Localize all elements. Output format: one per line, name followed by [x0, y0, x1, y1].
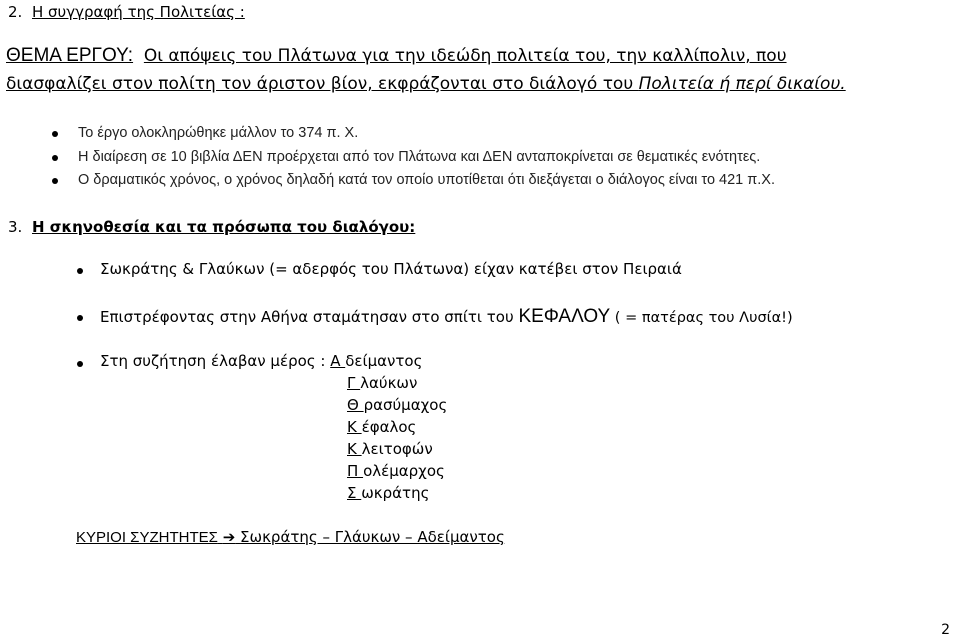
- participant-3: Θ ρασύμαχος: [347, 396, 448, 414]
- main-speakers: [76, 528, 505, 546]
- section-title: Η συγγραφή της Πολιτείας :: [32, 3, 245, 21]
- page-number: 2: [941, 622, 950, 638]
- participants-lead: [100, 352, 422, 370]
- participants-label: Στη συζήτηση έλαβαν μέρος :: [100, 352, 331, 370]
- theme-text-1: Οι απόψεις του Πλάτωνα για την ιδεώδη πολιτεία του, την καλλίπολιν, που: [143, 46, 787, 66]
- participant-5: Κ λειτοφών: [347, 440, 433, 458]
- section-number: 2.: [8, 3, 23, 21]
- bullet-icon: [52, 155, 58, 161]
- setting-item: [100, 306, 793, 328]
- main-speakers-label: ΚΥΡΙΟΙ ΣΥΖΗΤΗΤΕΣ: [76, 529, 218, 546]
- section-3-heading: [8, 218, 415, 236]
- setting-text: Επιστρέφοντας στην Αθήνα σταμάτησαν στο σπίτι του: [100, 308, 519, 326]
- bullet-icon: [77, 315, 83, 321]
- section-2-heading: [8, 3, 245, 21]
- theme-label: ΘΕΜΑ ΕΡΓΟΥ:: [6, 45, 134, 66]
- section-number: 3.: [8, 218, 23, 236]
- bullet-icon: [52, 131, 58, 137]
- bullet-icon: [77, 361, 83, 367]
- bullet-icon: [77, 268, 83, 274]
- fact-item: Το έργο ολοκληρώθηκε μάλλον το 374 π. Χ.: [78, 125, 359, 141]
- work-title: Πολιτεία ή περί δικαίου.: [638, 74, 846, 94]
- theme-line-2: [6, 74, 846, 94]
- section-title: Η σκηνοθεσία και τα πρόσωπα του διαλόγου:: [32, 218, 416, 236]
- setting-item: Σωκράτης & Γλαύκων (= αδερφός του Πλάτωνα) είχαν κατέβει στον Πειραιά: [100, 260, 682, 278]
- setting-text-note: ( = πατέρας του Λυσία!): [610, 310, 793, 326]
- participant-7: Σ ωκράτης: [347, 484, 430, 502]
- participant-4: Κ έφαλος: [347, 418, 417, 436]
- bullet-icon: [52, 178, 58, 184]
- theme-text-2: διασφαλίζει στον πολίτη τον άριστον βίον, εκφράζονται στο διάλογό του: [6, 74, 639, 94]
- participant-1: Α δείμαντος: [330, 352, 423, 370]
- kefalos-name: ΚΕΦΑΛΟΥ: [518, 306, 611, 327]
- participant-2: Γ λαύκων: [347, 374, 418, 392]
- fact-item: Η διαίρεση σε 10 βιβλία ΔΕΝ προέρχεται από τον Πλάτωνα και ΔΕΝ ανταποκρίνεται σε θεματικές ενότητες.: [78, 149, 761, 165]
- fact-item: Ο δραματικός χρόνος, ο χρόνος δηλαδή κατά τον οποίο υποτίθεται ότι διεξάγεται ο διάλογος είναι το 421 π.Χ.: [78, 172, 775, 188]
- right-arrow-icon: ➔: [222, 528, 236, 546]
- theme-line-1: [6, 45, 787, 67]
- participant-6: Π ολέμαρχος: [347, 462, 445, 480]
- main-speakers-names: Σωκράτης – Γλάυκων – Αδείμαντος: [240, 528, 505, 546]
